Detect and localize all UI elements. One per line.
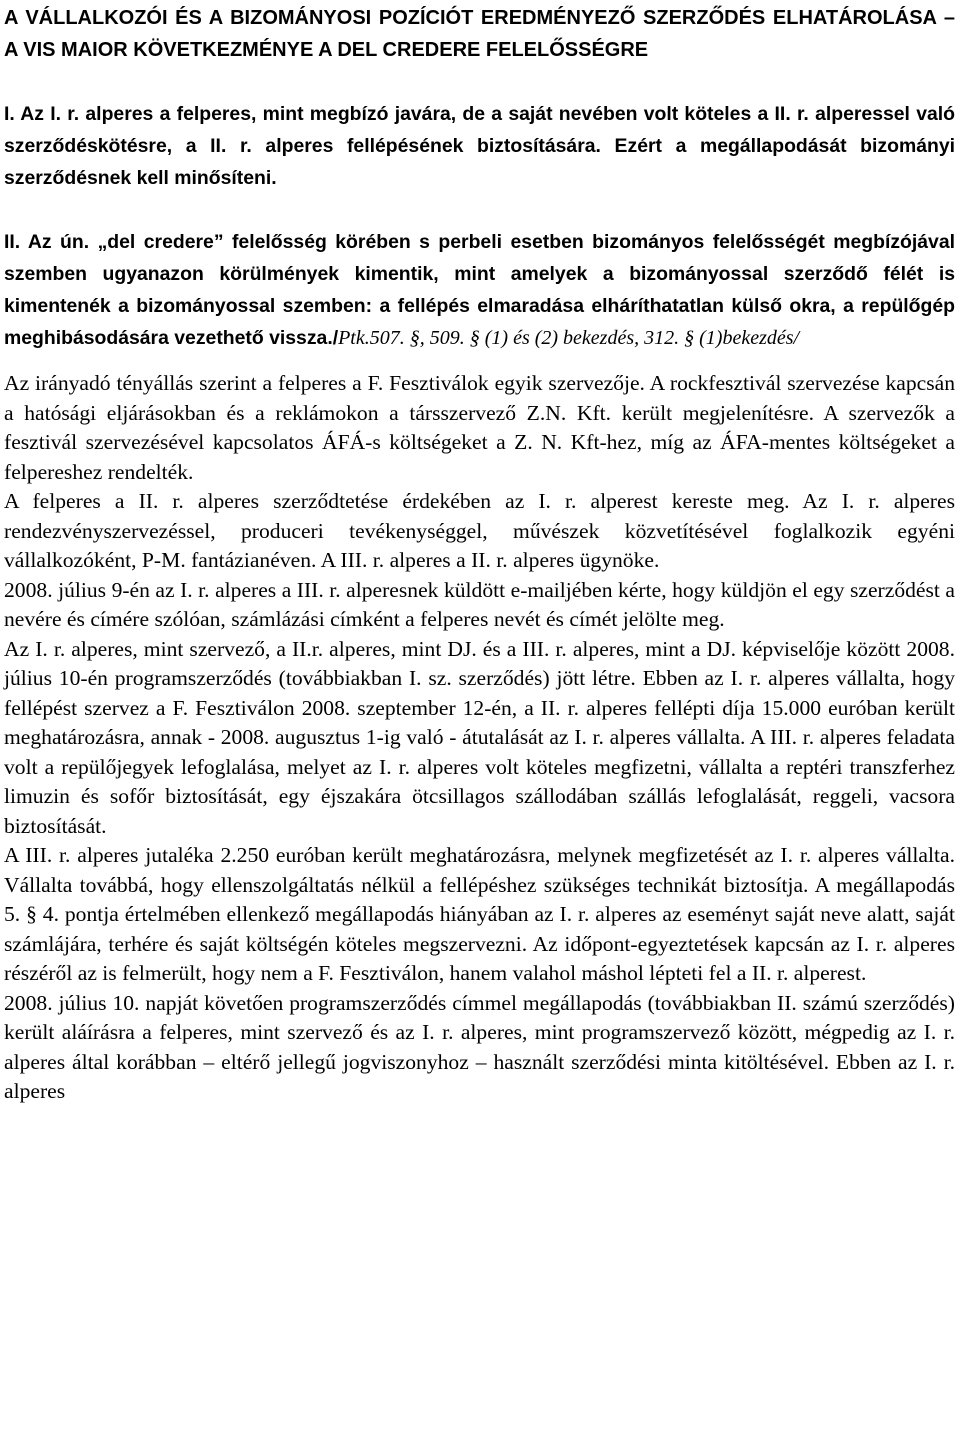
body-paragraph-4: Az I. r. alperes, mint szervező, a II.r. alperes, mint DJ. és a III. r. alperes, mint a DJ. képviselője között 2008. július 10-én programszerződés (továbbiakban I. sz. szerződés) jött létre. Ebben az I. r. alperes vállalta, hogy fellépést szervez a F. Fesztiválon 2008. szeptember 12-én, a II. r. alperes fellépti díja 15.000 euróban került meghatározásra, annak - 2008. augusztus 1-ig való - átutalását az I. r. alperes vállalta. A III. r. alperes feladata volt a repülőjegyek lefoglalása, melyet az I. r. alperes volt köteles megfizetni, vállalta a reptéri transzferhez limuzin és sofőr biztosítását, egy éjszakára ötcsillagos szállodában szállás lefoglalását, reggeli, vacsora biztosítását. [4, 636, 955, 838]
holding-2 [4, 226, 955, 354]
holding-1: I. Az I. r. alperes a felperes, mint megbízó javára, de a saját nevében volt köteles a II. r. alperessel való szerződéskötésre, a II. r. alperes fellépésének biztosítására. Ezért a megállapodását bizományi szerződésnek kell minősíteni. [4, 103, 955, 189]
body-paragraph-6: 2008. július 10. napját követően programszerződés címmel megállapodás (továbbiakban II. számú szerződés) került aláírásra a felperes, mint szervező és az I. r. alperes, mint programszervező között, mégpedig az I. r. alperes által korábban – eltérő jellegű jogviszonyhoz – használt szerződési minta kitöltésével. Ebben az I. r. alperes [4, 990, 955, 1103]
document-title: A VÁLLALKOZÓI ÉS A BIZOMÁNYOSI POZÍCIÓT EREDMÉNYEZŐ SZERZŐDÉS ELHATÁROLÁSA – A VIS MAIOR KÖVETKEZMÉNYE A DEL CREDERE FELELŐSSÉGRE [4, 7, 955, 61]
body-paragraph-1: Az irányadó tényállás szerint a felperes a F. Fesztiválok egyik szervezője. A rockfesztivál szervezése kapcsán a hatósági eljárásokban és a reklámokon a társszervező Z.N. Kft. került megjelenítésre. A szervezők a fesztivál szervezésével kapcsolatos ÁFÁ-s költségeket a Z. N. Kft-hez, míg az ÁFA-mentes költségeket a felpereshez rendelték. [4, 371, 955, 484]
document-page [4, 0, 955, 1107]
body-paragraph-5: A III. r. alperes jutaléka 2.250 euróban került meghatározásra, melynek megfizetését az I. r. alperes vállalta. Vállalta továbbá, hogy ellenszolgáltatás nélkül a fellépéshez szükséges technikát biztosítja. A megállapodás 5. § 4. pontja értelmében ellenkező megállapodás hiányában az I. r. alperes az eseményt saját neve alatt, saját számlájára, terhére és saját költségén köteles megszervezni. Az időpont-egyeztetések kapcsán az I. r. alperes részéről az is felmerült, hogy nem a F. Fesztiválon, hanem valahol máshol lépteti fel a II. r. alperest. [4, 843, 955, 985]
holding-2-legal-reference: Ptk.507. §, 509. § (1) és (2) bekezdés, 312. § (1)bekezdés/ [338, 327, 800, 349]
body-paragraph-3: 2008. július 9-én az I. r. alperes a III. r. alperesnek küldött e-mailjében kérte, hogy küldjön el egy szerződést a nevére és címére szólóan, számlázási címként a felperes nevét és címét jelölte meg. [4, 577, 955, 631]
holding-2-text: II. Az ún. „del credere” felelősség körében s perbeli esetben bizományos felelősségét megbízójával szemben ugyanazon körülmények kimentik, mint amelyek a bizományossal szerződő félét is kimentenék a bizományossal szemben: a fellépés elmaradása elháríthatatlan külső okra, a repülőgép meghibásodására vezethető vissza./ [4, 231, 955, 349]
body-paragraph-2: A felperes a II. r. alperes szerződtetése érdekében az I. r. alperest kereste meg. Az I. r. alperes rendezvényszervezéssel, produceri tevékenységgel, művészek közvetítésével foglalkozik egyéni vállalkozóként, P-M. fantázianéven. A III. r. alperes a II. r. alperes ügynöke. [4, 489, 955, 572]
